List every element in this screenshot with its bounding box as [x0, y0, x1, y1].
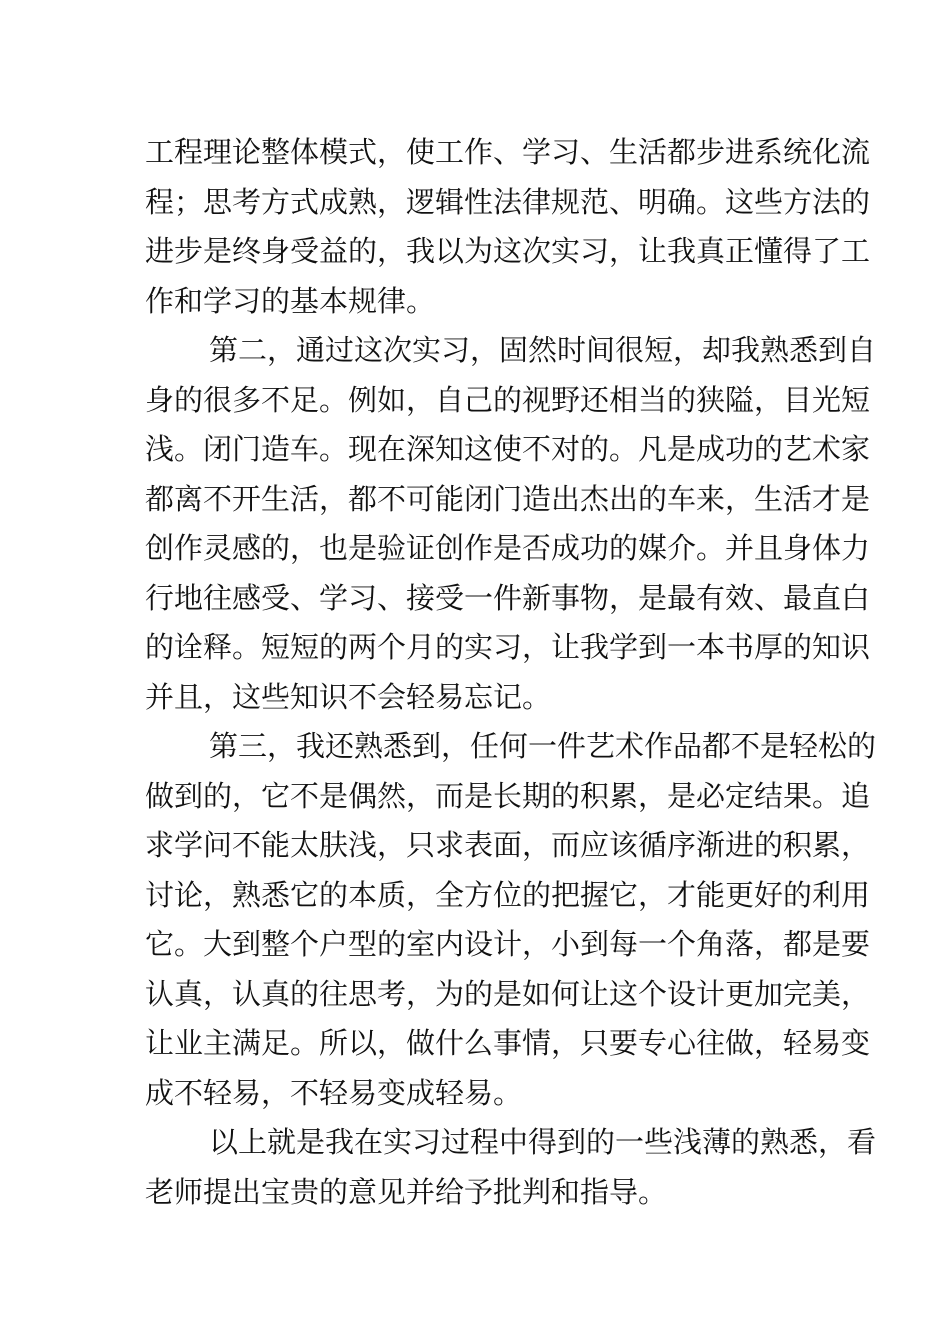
text-line: 作和学习的基本规律。 — [145, 283, 436, 318]
text-line: 浅。闭门造车。现在深知这使不对的。凡是成功的艺术家 — [145, 432, 871, 466]
text-line: 老师提出宝贵的意见并给予批判和指导。 — [145, 1174, 668, 1209]
text-line: 的诠释。短短的两个月的实习，让我学到一本书厚的知识 — [145, 630, 871, 664]
text-line: 行地往感受、学习、接受一件新事物，是最有效、最直白 — [145, 580, 871, 615]
document-body — [145, 128, 877, 1217]
text-line: 它。大到整个户型的室内设计，小到每一个角落，都是要 — [145, 927, 871, 961]
text-line: 进步是终身受益的，我以为这次实习，让我真正懂得了工 — [145, 234, 871, 268]
text-line: 并且，这些知识不会轻易忘记。 — [145, 679, 552, 714]
text-line: 程；思考方式成熟，逻辑性法律规范、明确。这些方法的 — [145, 184, 871, 219]
text-line: 认真，认真的往思考，为的是如何让这个设计更加完美， — [145, 976, 871, 1011]
text-line: 求学问不能太肤浅，只求表面，而应该循序渐进的积累， — [145, 828, 871, 862]
text-line: 让业主满足。所以，做什么事情，只要专心往做，轻易变 — [145, 1026, 871, 1060]
text-line: 都离不开生活，都不可能闭门造出杰出的车来，生活才是 — [145, 481, 871, 516]
text-line: 工程理论整体模式，使工作、学习、生活都步进系统化流 — [145, 135, 871, 169]
text-line: 身的很多不足。例如，自己的视野还相当的狭隘，目光短 — [145, 382, 871, 417]
paragraph-start-line: 第二，通过这次实习，固然时间很短，却我熟悉到自 — [209, 333, 877, 367]
text-line: 做到的，它不是偶然，而是长期的积累，是必定结果。追 — [145, 778, 871, 813]
text-line: 创作灵感的，也是验证创作是否成功的媒介。并且身体力 — [145, 531, 871, 565]
text-line: 成不轻易，不轻易变成轻易。 — [145, 1075, 523, 1110]
paragraph-start-line: 以上就是我在实习过程中得到的一些浅薄的熟悉，看 — [209, 1125, 877, 1159]
text-line: 讨论，熟悉它的本质，全方位的把握它，才能更好的利用 — [145, 877, 871, 912]
paragraph-start-line: 第三，我还熟悉到，任何一件艺术作品都不是轻松的 — [209, 729, 877, 763]
